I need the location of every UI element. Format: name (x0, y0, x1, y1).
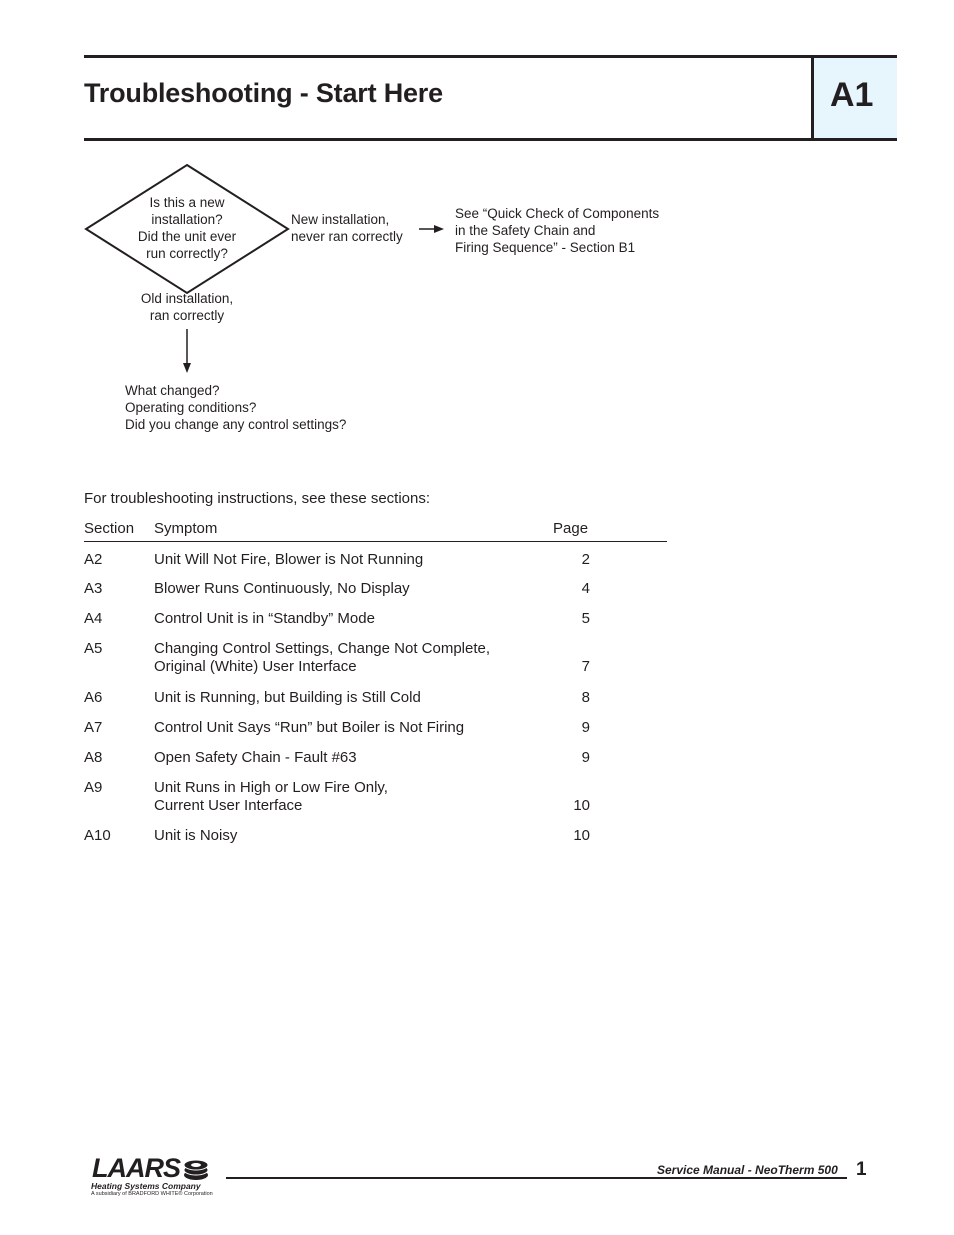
section-tab-label: A1 (830, 76, 874, 114)
row-page: 10 (573, 827, 590, 844)
decision-question-line: run correctly? (146, 246, 228, 261)
row-section: A3 (84, 580, 103, 597)
row-symptom-line: Unit Will Not Fire, Blower is Not Running (154, 551, 424, 568)
column-header-page: Page (553, 520, 589, 537)
new-branch-label (291, 211, 403, 245)
row-page: 7 (581, 658, 590, 675)
manual-title: Service Manual - NeoTherm 500 (657, 1163, 838, 1177)
old-branch-line: Old installation, (140, 291, 234, 306)
row-page: 9 (581, 749, 590, 766)
row-section: A9 (84, 779, 103, 796)
row-section: A7 (84, 719, 103, 736)
row-section: A4 (84, 610, 103, 627)
row-symptom-line: Control Unit Says “Run” but Boiler is Not Firing (154, 719, 465, 736)
old-branch-label (117, 290, 257, 324)
old-branch-result (125, 382, 346, 433)
old-branch-line: ran correctly (149, 308, 225, 323)
row-section: A2 (84, 551, 103, 568)
decision-question-line: Is this a new (149, 195, 225, 210)
row-symptom (154, 580, 534, 598)
decision-question-line: Did the unit ever (137, 229, 237, 244)
new-branch-result (455, 205, 659, 256)
logo-disc-icon (182, 1156, 210, 1182)
row-page: 4 (581, 580, 590, 597)
decision-question (117, 194, 257, 262)
new-result-line: See “Quick Check of Components (455, 206, 660, 221)
row-symptom (154, 551, 534, 569)
old-result-line: What changed? (125, 383, 220, 398)
row-page: 2 (581, 551, 590, 568)
logo-tagline: Heating Systems Company (91, 1181, 201, 1191)
row-symptom-line: Unit is Running, but Building is Still Cold (154, 689, 421, 706)
new-branch-line: New installation, (291, 212, 390, 227)
column-header-symptom: Symptom (154, 520, 218, 537)
row-page: 5 (581, 610, 590, 627)
row-symptom-line: Unit Runs in High or Low Fire Only, (154, 779, 388, 796)
row-section: A8 (84, 749, 103, 766)
logo-subline: A subsidiary of BRADFORD WHITE® Corporation (91, 1191, 213, 1197)
column-header-section: Section (84, 520, 135, 537)
intro-text: For troubleshooting instructions, see these sections: (84, 490, 431, 507)
row-symptom (154, 749, 534, 767)
row-symptom (154, 719, 534, 737)
page-number: 1 (856, 1159, 867, 1180)
row-symptom-line: Open Safety Chain - Fault #63 (154, 749, 357, 766)
row-symptom (154, 640, 534, 676)
logo-brand: LAARS (92, 1153, 180, 1183)
row-symptom (154, 779, 534, 815)
row-symptom (154, 610, 534, 628)
new-result-line: in the Safety Chain and (455, 223, 596, 238)
row-symptom-line: Unit is Noisy (154, 827, 238, 844)
row-section: A6 (84, 689, 103, 706)
page-title: Troubleshooting - Start Here (84, 78, 443, 108)
row-page: 10 (573, 797, 590, 814)
decision-question-line: installation? (151, 212, 223, 227)
new-result-line: Firing Sequence” - Section B1 (455, 240, 636, 255)
arrow-right-head (434, 225, 444, 233)
row-symptom-line: Blower Runs Continuously, No Display (154, 580, 410, 597)
row-symptom-line: Changing Control Settings, Change Not Complete, (154, 640, 491, 657)
footer-rule (226, 1177, 847, 1179)
old-result-line: Operating conditions? (125, 400, 257, 415)
row-symptom (154, 827, 534, 845)
row-section: A10 (84, 827, 111, 844)
arrow-down-head (183, 363, 191, 373)
table-header-rule (84, 541, 667, 542)
row-symptom-line: Control Unit is in “Standby” Mode (154, 610, 375, 627)
old-result-line: Did you change any control settings? (125, 417, 347, 432)
row-page: 9 (581, 719, 590, 736)
new-branch-line: never ran correctly (291, 229, 403, 244)
row-symptom-line: Current User Interface (154, 797, 303, 814)
row-symptom-line: Original (White) User Interface (154, 658, 357, 675)
row-symptom (154, 689, 534, 707)
laars-logo (88, 1154, 218, 1200)
row-page: 8 (581, 689, 590, 706)
row-section: A5 (84, 640, 103, 657)
